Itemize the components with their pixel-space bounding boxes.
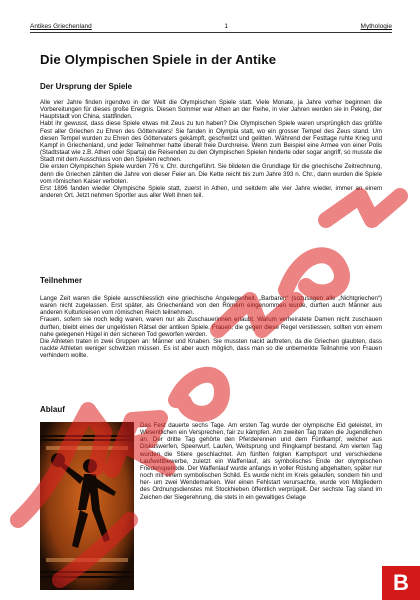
section-body-teilnehmer [40,295,382,359]
header-left: Antikes Griechenland [30,23,92,30]
header-right: Mythologie [360,23,392,30]
page-number: 1 [224,23,228,30]
paragraph: Die Athleten traten in zwei Gruppen an: Männer und Knaben. Sie mussten nackt auftreten, da die Griechen glaubten, dass nackte Athleten weniger schwitzen müssen. Es ist aber auch möglich, dass man so die unbemerkte Teilnahme von Frauen verhindern wollte. [40,337,382,360]
section-body-ursprung [40,99,382,199]
paragraph: Frauen, sofern sie noch ledig waren, waren nur als Zuschauerinnen erlaubt. Warum verheiratete Damen nicht zuschauen durften, bleibt eines der ungelösten Rätsel der antiken Spiele. Frauen, die gegen diese Regel verstiessen, sollten von einem nahe gelegenen Hügel in den sicheren Tod geworfen werden. [40,316,382,338]
paragraph: Lange Zeit waren die Spiele ausschliesslich eine griechische Angelegenheit. „Barbaren“ (sozusagen alle „Nichtgriechen“) waren nicht zugelassen. Erst später, als Griechenland von den Römern eingenommen wurde, durften auch Männer aus anderen Kulturkreisen vom römischen Reich teilnehmen. [40,295,382,317]
paragraph: Alle vier Jahre finden irgendwo in der Welt die Olympischen Spiele statt. Viele Monate, ja Jahre vorher beginnen die Vorbereitungen für dieses große Ereignis. Diesen Sommer war Athen an der Reihe, in vier Jahren werden sie in Peking, der Hauptstadt von China, stattfinden. [40,99,382,121]
paragraph: Die ersten Olympischen Spiele wurden 776 v. Chr. durchgeführt. Sie bildeten die Grundlage für die griechische Zeitrechnung, denn die Griechen zählten die Jahre von dieser Feier an. Die Kette reicht bis zum Jahre 393 n. Chr., dann wurden die Spiele vom römischen Kaiser verboten. [40,163,382,185]
paragraph: Erst 1896 fanden wieder Olympische Spiele statt, zuerst in Athen, und seitdem alle vier Jahre wieder, immer an einem anderen Ort. Jetzt nehmen Sportler aus aller Welt ihnen teil. [40,184,382,200]
section-heading-teilnehmer: Teilnehmer [40,276,83,285]
page-header [30,16,392,33]
brand-logo: B [382,566,420,600]
greek-vase-athlete-icon [40,422,134,590]
page-title: Die Olympischen Spiele in der Antike [40,52,277,67]
section-heading-ursprung: Der Ursprung der Spiele [40,82,133,91]
section-body-ablauf: Das Fest dauerte sechs Tage. Am ersten Tag wurde der olympische Eid geleistet, im Wesentlichen ein Versprechen, fair zu kämpfen. Am zweiten Tag traten die Jugendlichen an. Der dritte Tag gehörte den Pferderennen und dem Fünfkampf, welcher aus Diskuswerfen, Speerwurf, Laufen, Weitsprung und Ringkampf bestand. Am vierten Tag wurden die Stiere geschlachtet. Am fünften folgten Kampfsport und verschiedene Laufwettbewerbe, zuletzt ein Waffenlauf, als symbolisches Ende der olympischen Friedensperiode. Der Waffenlauf wurde anfangs in voller Rüstung abgehalten, später nur noch mit einem symbolischen Schild. Es wurde nicht im Kreis gelaufen, sondern hin und her- um zwei Wendemarken. Wer einen Fehlstart verursachte, wurde von Mitgliedern des Ordnungsdienstes mit Stockhieben öffentlich verprügelt. Der sechste Tag stand im Zeichen der Siegerehrung, die stets in ein gewaltiges Gelage [140,422,382,501]
section-heading-ablauf: Ablauf [40,405,65,414]
paragraph: Habt ihr gewusst, dass diese Spiele etwas mit Zeus zu tun haben? Die Olympischen Spiele waren ursprünglich das größte Fest aller Griechen zu Ehren des Göttervaters! Sie fanden in Olympia statt, wo ein grosser Tempel des Zeus stand. Um diesen Tempel wurden zu Ehren des Göttervaters gekämpft, geschwitzt und gelitten. Während der Festtage ruhte Krieg und Kampf in Griechenland, und jeder Teilnehmer hatte überall freie Durchreise. Wenn zum Beispiel eine Armee von einer Polis (Stadtstaat wie z.B. Athen oder Sparta) die Reisenden zu den Olympischen Spielen hinderte oder sogar angriff, so musste die Stadt mit dem Ausschluss von den Spielen rechnen. [40,120,382,164]
